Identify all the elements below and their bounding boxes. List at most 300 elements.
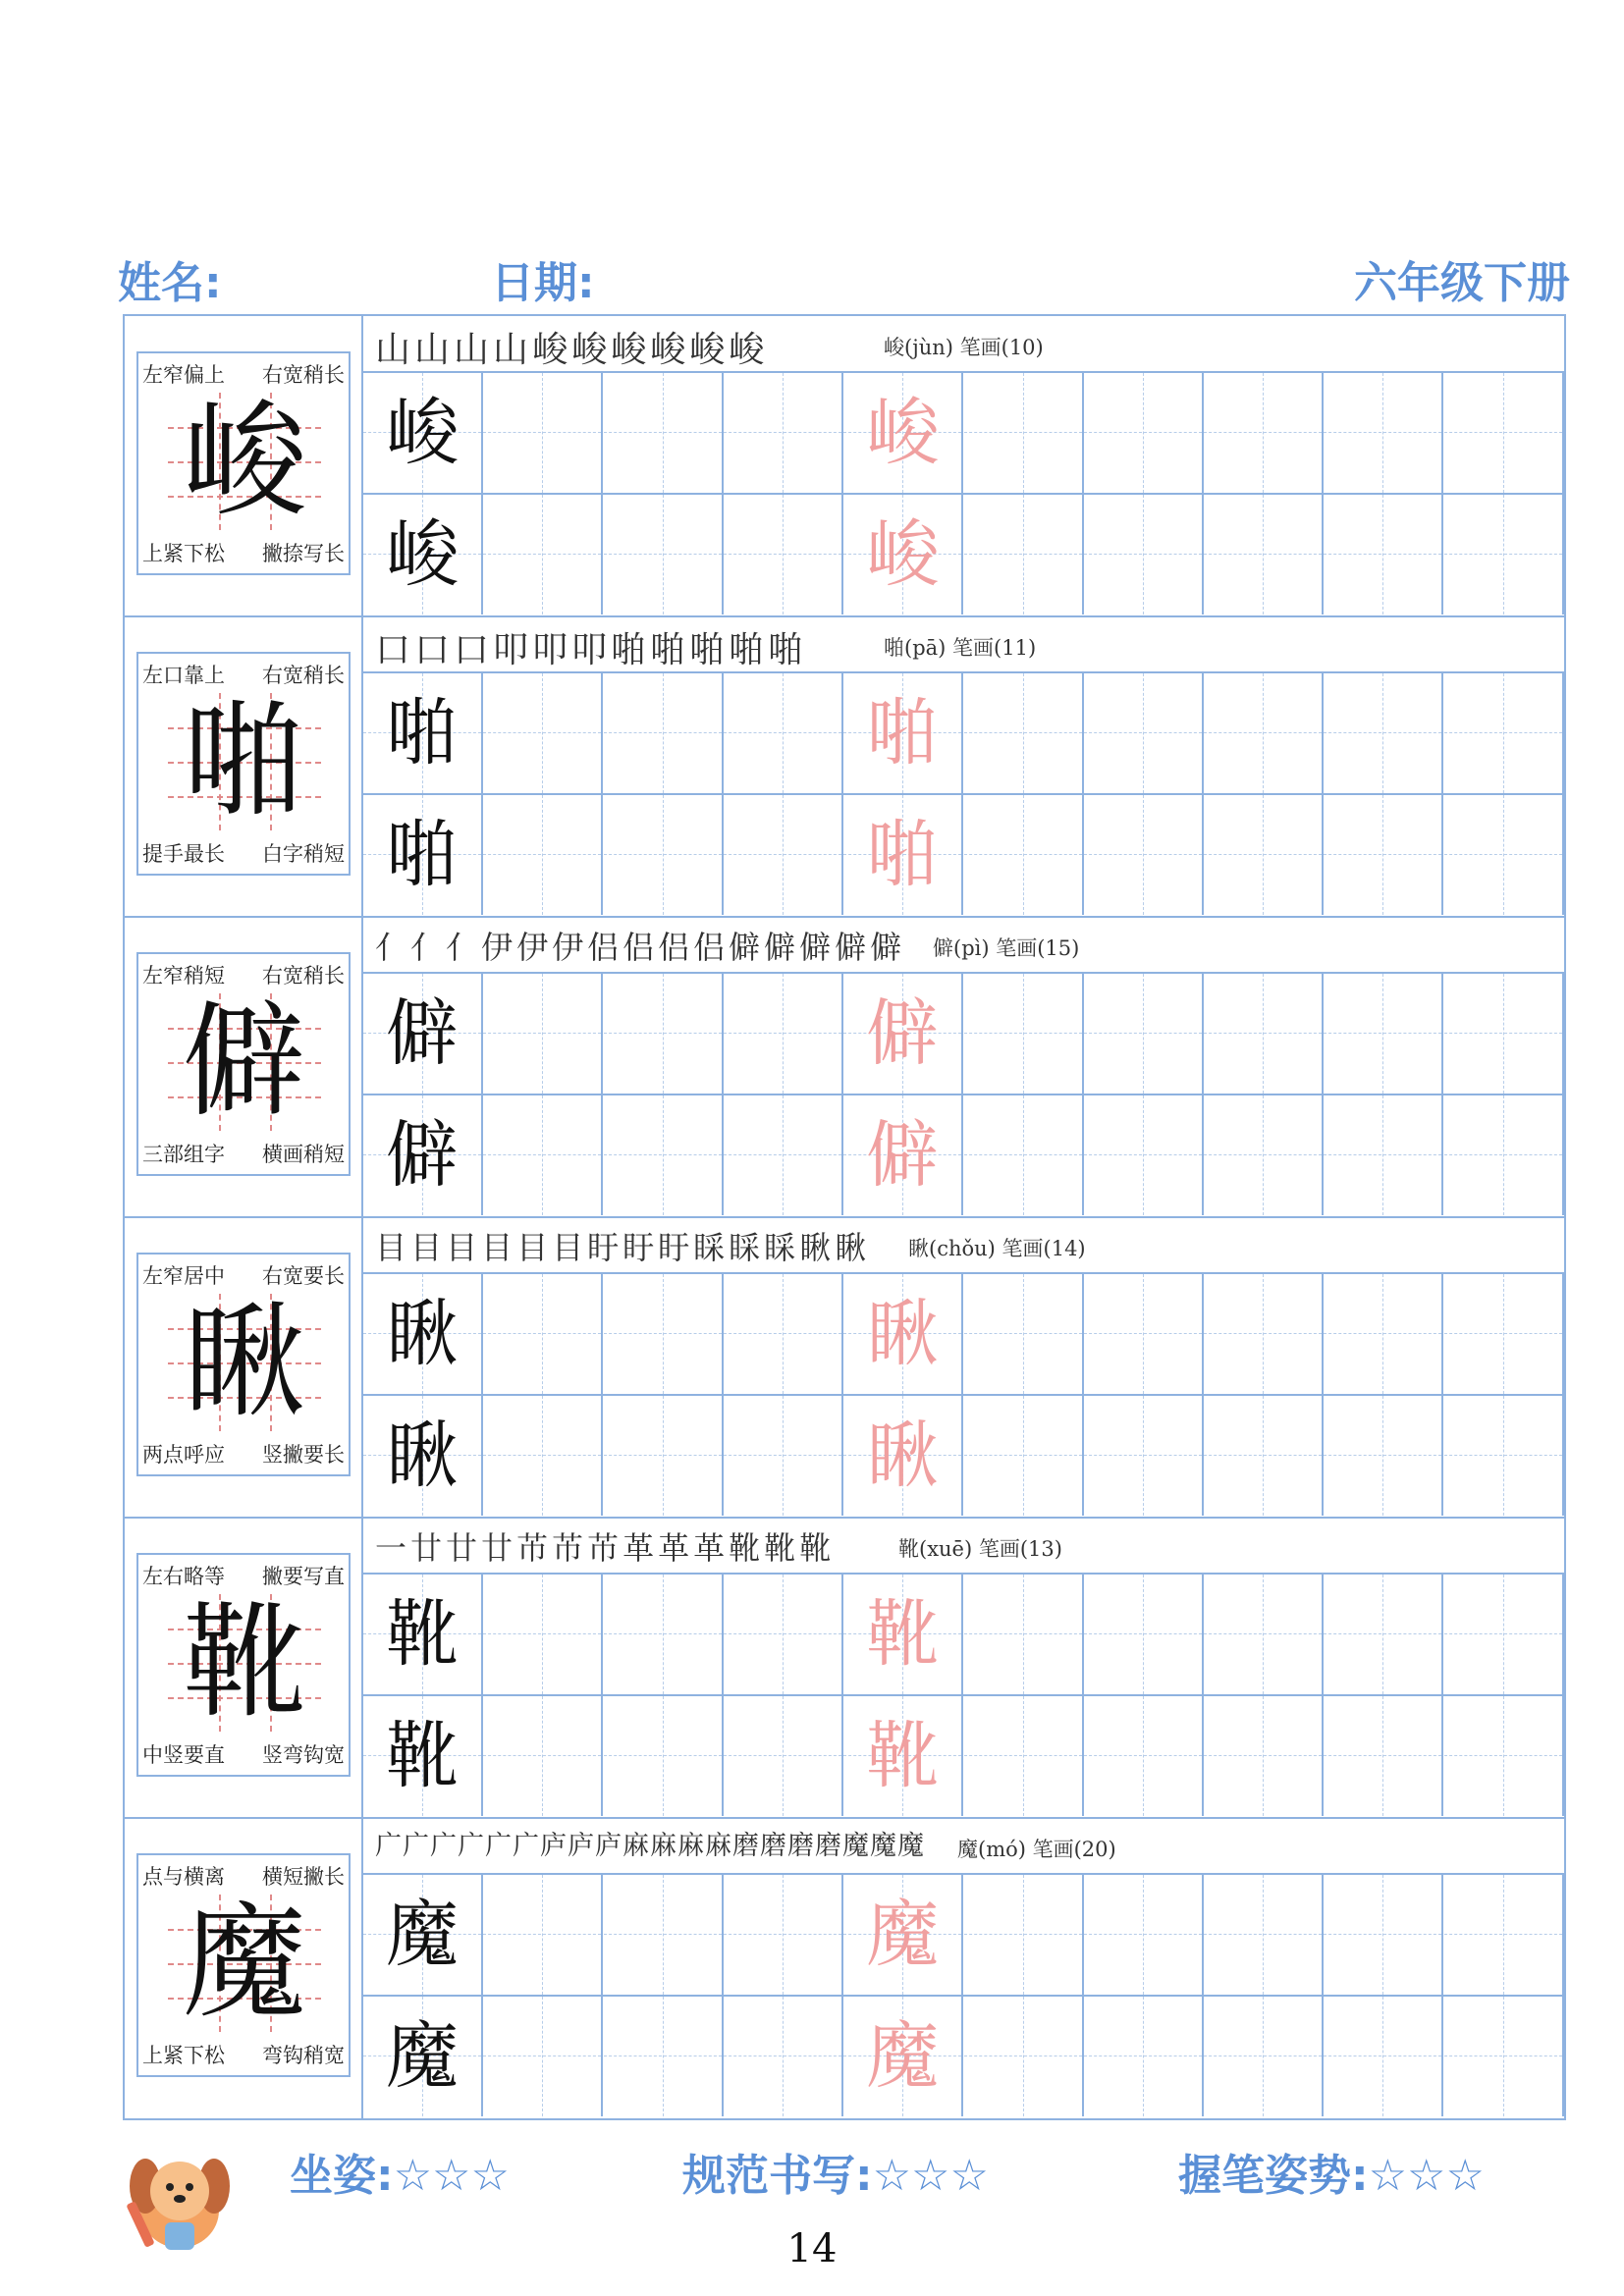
character-card bbox=[136, 952, 351, 1176]
writing-tip: 左口靠上 bbox=[142, 664, 225, 687]
stroke-order-sequence bbox=[375, 1223, 870, 1268]
practice-cell[interactable] bbox=[1444, 1875, 1564, 1995]
trace-character: 靴 bbox=[866, 1714, 940, 1798]
practice-cell[interactable] bbox=[1204, 673, 1324, 793]
stroke-step: 广 bbox=[485, 1831, 513, 1861]
character-block bbox=[125, 1518, 1564, 1818]
row-divider bbox=[363, 793, 1564, 795]
sample-character: 瞅 bbox=[386, 1292, 459, 1376]
practice-area bbox=[363, 1818, 1564, 2118]
practice-cell[interactable] bbox=[964, 1997, 1084, 2116]
stroke-step: 目 bbox=[481, 1229, 517, 1266]
stroke-step: 广 bbox=[513, 1831, 540, 1861]
stroke-step: 峻 bbox=[611, 330, 651, 370]
footer-posture: 坐姿:☆☆☆ bbox=[290, 2151, 510, 2201]
page-number: 14 bbox=[786, 2226, 838, 2271]
practice-cell[interactable] bbox=[1444, 673, 1564, 793]
practice-cell[interactable] bbox=[363, 974, 483, 1094]
practice-cell[interactable] bbox=[1084, 1274, 1204, 1394]
stroke-step: 叩 bbox=[493, 630, 533, 670]
practice-cell[interactable] bbox=[1204, 1696, 1324, 1816]
practice-cell[interactable] bbox=[964, 1575, 1084, 1694]
practice-cell[interactable] bbox=[843, 974, 963, 1094]
stroke-step: 广 bbox=[375, 1831, 403, 1861]
stroke-step: 目 bbox=[552, 1229, 588, 1266]
practice-cell[interactable] bbox=[843, 1396, 963, 1516]
stroke-step: 芇 bbox=[552, 1529, 588, 1567]
practice-cell[interactable] bbox=[1204, 795, 1324, 915]
stroke-step: 魔 bbox=[870, 1831, 897, 1861]
practice-cell[interactable] bbox=[843, 1696, 963, 1816]
trace-character: 啪 bbox=[866, 813, 940, 897]
stroke-step: 目 bbox=[516, 1229, 553, 1266]
practice-cell[interactable] bbox=[724, 1095, 843, 1215]
stroke-step: 峻 bbox=[571, 330, 612, 370]
row-divider bbox=[363, 1694, 1564, 1696]
model-character: 靴 bbox=[183, 1590, 306, 1735]
stroke-step: 啪 bbox=[689, 630, 730, 670]
practice-cell[interactable] bbox=[1444, 1696, 1564, 1816]
practice-cell[interactable] bbox=[604, 1274, 724, 1394]
practice-cell[interactable] bbox=[964, 495, 1084, 614]
sample-character: 峻 bbox=[386, 391, 459, 475]
practice-cell[interactable] bbox=[363, 1274, 483, 1394]
stroke-step: 啪 bbox=[729, 630, 769, 670]
practice-cell[interactable] bbox=[483, 373, 603, 493]
writing-tip: 三部组字 bbox=[142, 1143, 225, 1166]
practice-cell[interactable] bbox=[483, 673, 603, 793]
block-divider bbox=[125, 1216, 1564, 1218]
stroke-step: 啪 bbox=[768, 630, 808, 670]
writing-tip: 两点呼应 bbox=[142, 1443, 225, 1467]
stroke-step: 广 bbox=[430, 1831, 458, 1861]
practice-cell[interactable] bbox=[964, 1396, 1084, 1516]
practice-cell[interactable] bbox=[724, 673, 843, 793]
practice-cell[interactable] bbox=[724, 795, 843, 915]
practice-cell[interactable] bbox=[604, 1575, 724, 1694]
writing-tip: 左窄偏上 bbox=[142, 363, 225, 387]
sample-character: 僻 bbox=[386, 1113, 459, 1198]
practice-cell[interactable] bbox=[1444, 795, 1564, 915]
stroke-step: 革 bbox=[693, 1529, 730, 1567]
practice-cell[interactable] bbox=[964, 1696, 1084, 1816]
practice-cell[interactable] bbox=[1204, 373, 1324, 493]
practice-cell[interactable] bbox=[1084, 1997, 1204, 2116]
header-grade: 六年级下册 bbox=[1354, 258, 1570, 308]
practice-cell[interactable] bbox=[1324, 1997, 1443, 2116]
practice-cell[interactable] bbox=[483, 1575, 603, 1694]
stroke-step: 芇 bbox=[587, 1529, 623, 1567]
character-card-panel bbox=[125, 1818, 363, 2118]
practice-cell[interactable] bbox=[724, 1274, 843, 1394]
practice-cell[interactable] bbox=[724, 1997, 843, 2116]
practice-cell[interactable] bbox=[843, 1095, 963, 1215]
writing-tip: 竖弯钩宽 bbox=[262, 1743, 345, 1767]
model-character: 瞅 bbox=[183, 1290, 306, 1434]
practice-cell[interactable] bbox=[483, 1095, 603, 1215]
stroke-step: 盱 bbox=[658, 1229, 694, 1266]
practice-cell[interactable] bbox=[1324, 1575, 1443, 1694]
writing-tip: 撇捺写长 bbox=[262, 542, 345, 565]
writing-tip: 提手最长 bbox=[142, 842, 225, 866]
stroke-step: 睬 bbox=[729, 1229, 765, 1266]
practice-cell[interactable] bbox=[964, 974, 1084, 1094]
stroke-step: 磨 bbox=[787, 1831, 815, 1861]
practice-cell[interactable] bbox=[1444, 1095, 1564, 1215]
practice-cell[interactable] bbox=[1444, 974, 1564, 1094]
writing-tip: 横短撇长 bbox=[262, 1865, 345, 1889]
stroke-step: 目 bbox=[410, 1229, 447, 1266]
practice-cell[interactable] bbox=[1444, 1396, 1564, 1516]
writing-tip: 左窄居中 bbox=[142, 1264, 225, 1288]
stroke-step: 亻 bbox=[410, 929, 447, 966]
character-card-panel bbox=[125, 1217, 363, 1518]
practice-cell[interactable] bbox=[604, 373, 724, 493]
stroke-step: 叩 bbox=[571, 630, 612, 670]
pinyin-stroke-info: 魔(mó) 笔画(20) bbox=[957, 1838, 1116, 1861]
block-divider bbox=[125, 916, 1564, 918]
writing-tip: 撇要写直 bbox=[262, 1565, 345, 1588]
stroke-step: 僻 bbox=[729, 929, 765, 966]
practice-cell[interactable] bbox=[363, 1095, 483, 1215]
guide-grid bbox=[168, 689, 321, 833]
stroke-step: 侣 bbox=[658, 929, 694, 966]
stroke-step: 僻 bbox=[835, 929, 871, 966]
pinyin-stroke-info: 靴(xuē) 笔画(13) bbox=[898, 1537, 1062, 1561]
guide-grid bbox=[168, 389, 321, 533]
practice-cell[interactable] bbox=[964, 795, 1084, 915]
practice-cell[interactable] bbox=[843, 673, 963, 793]
writing-tip: 上紧下松 bbox=[142, 2044, 225, 2067]
stroke-step: 亻 bbox=[446, 929, 482, 966]
writing-tip: 左窄稍短 bbox=[142, 964, 225, 988]
stroke-step: 山 bbox=[414, 330, 455, 370]
practice-cell[interactable] bbox=[1444, 1274, 1564, 1394]
stroke-order-row bbox=[363, 917, 1564, 974]
practice-cell[interactable] bbox=[1324, 373, 1443, 493]
practice-cell[interactable] bbox=[1084, 373, 1204, 493]
practice-cell[interactable] bbox=[363, 495, 483, 614]
sample-character: 魔 bbox=[386, 1893, 459, 1977]
character-block bbox=[125, 316, 1564, 616]
character-block bbox=[125, 917, 1564, 1217]
guide-grid bbox=[168, 1891, 321, 2035]
practice-cell[interactable] bbox=[1084, 1575, 1204, 1694]
trace-character: 峻 bbox=[866, 391, 940, 475]
worksheet bbox=[123, 314, 1566, 2120]
practice-cell[interactable] bbox=[1324, 795, 1443, 915]
practice-cell[interactable] bbox=[604, 1696, 724, 1816]
practice-cell[interactable] bbox=[363, 373, 483, 493]
practice-cell[interactable] bbox=[363, 1875, 483, 1995]
practice-cell[interactable] bbox=[724, 974, 843, 1094]
writing-tip: 右宽稍长 bbox=[262, 664, 345, 687]
practice-cell[interactable] bbox=[1084, 1396, 1204, 1516]
character-card-panel bbox=[125, 316, 363, 616]
stroke-step: 目 bbox=[375, 1229, 411, 1266]
stroke-step: 伊 bbox=[516, 929, 553, 966]
stroke-step: 僻 bbox=[870, 929, 906, 966]
pinyin-stroke-info: 僻(pì) 笔画(15) bbox=[933, 936, 1080, 960]
stroke-step: 麻 bbox=[623, 1831, 650, 1861]
practice-cell[interactable] bbox=[1444, 1575, 1564, 1694]
stroke-step: 口 bbox=[414, 630, 455, 670]
practice-cell[interactable] bbox=[1084, 1095, 1204, 1215]
sample-character: 僻 bbox=[386, 991, 459, 1076]
practice-grid bbox=[363, 1875, 1564, 2118]
stroke-step: 侣 bbox=[587, 929, 623, 966]
practice-cell[interactable] bbox=[363, 795, 483, 915]
trace-character: 啪 bbox=[866, 691, 940, 775]
stroke-step: 革 bbox=[658, 1529, 694, 1567]
stroke-step: 啪 bbox=[650, 630, 690, 670]
practice-cell[interactable] bbox=[1204, 1575, 1324, 1694]
character-card bbox=[136, 351, 351, 575]
pinyin-stroke-info: 峻(jùn) 笔画(10) bbox=[884, 336, 1044, 359]
practice-cell[interactable] bbox=[1084, 1696, 1204, 1816]
practice-cell[interactable] bbox=[604, 1095, 724, 1215]
stroke-step: 廿 bbox=[410, 1529, 447, 1567]
stroke-step: 山 bbox=[375, 330, 415, 370]
stroke-step: 靴 bbox=[729, 1529, 765, 1567]
practice-cell[interactable] bbox=[1084, 1875, 1204, 1995]
writing-tip: 横画稍短 bbox=[262, 1143, 345, 1166]
practice-cell[interactable] bbox=[843, 795, 963, 915]
stroke-step: 瞅 bbox=[835, 1229, 871, 1266]
stroke-step: 磨 bbox=[732, 1831, 760, 1861]
practice-cell[interactable] bbox=[483, 1274, 603, 1394]
practice-cell[interactable] bbox=[483, 1396, 603, 1516]
practice-grid bbox=[363, 673, 1564, 917]
practice-cell[interactable] bbox=[483, 1696, 603, 1816]
footer-grip: 握笔姿势:☆☆☆ bbox=[1178, 2151, 1485, 2201]
practice-cell[interactable] bbox=[604, 974, 724, 1094]
stroke-step: 革 bbox=[623, 1529, 659, 1567]
practice-cell[interactable] bbox=[1084, 795, 1204, 915]
writing-tip: 弯钩稍宽 bbox=[262, 2044, 345, 2067]
stroke-order-row bbox=[363, 1818, 1564, 1875]
practice-cell[interactable] bbox=[483, 495, 603, 614]
practice-cell[interactable] bbox=[363, 673, 483, 793]
header-date-label: 日期: bbox=[491, 258, 595, 308]
stroke-step: 僻 bbox=[799, 929, 836, 966]
stroke-step: 盱 bbox=[587, 1229, 623, 1266]
practice-cell[interactable] bbox=[604, 1396, 724, 1516]
practice-cell[interactable] bbox=[604, 673, 724, 793]
practice-cell[interactable] bbox=[724, 1696, 843, 1816]
stroke-step: 靴 bbox=[764, 1529, 800, 1567]
writing-tip: 白字稍短 bbox=[262, 842, 345, 866]
stroke-step: 口 bbox=[375, 630, 415, 670]
practice-cell[interactable] bbox=[1444, 1997, 1564, 2116]
writing-tip: 右宽稍长 bbox=[262, 363, 345, 387]
guide-grid bbox=[168, 989, 321, 1134]
stroke-order-row bbox=[363, 616, 1564, 673]
practice-cell[interactable] bbox=[1324, 1396, 1443, 1516]
practice-cell[interactable] bbox=[964, 1095, 1084, 1215]
practice-cell[interactable] bbox=[1084, 974, 1204, 1094]
practice-cell[interactable] bbox=[604, 1997, 724, 2116]
sample-character: 啪 bbox=[386, 691, 459, 775]
practice-cell[interactable] bbox=[1444, 373, 1564, 493]
practice-cell[interactable] bbox=[483, 1997, 603, 2116]
practice-cell[interactable] bbox=[843, 1575, 963, 1694]
practice-cell[interactable] bbox=[1444, 495, 1564, 614]
practice-cell[interactable] bbox=[1204, 1997, 1324, 2116]
practice-cell[interactable] bbox=[724, 373, 843, 493]
practice-area bbox=[363, 616, 1564, 917]
stroke-step: 庐 bbox=[568, 1831, 595, 1861]
stroke-step: 廿 bbox=[481, 1529, 517, 1567]
stroke-step: 伊 bbox=[481, 929, 517, 966]
stroke-step: 口 bbox=[454, 630, 494, 670]
stroke-order-sequence bbox=[375, 1523, 835, 1569]
writing-tip: 右宽要长 bbox=[262, 1264, 345, 1288]
stroke-step: 磨 bbox=[815, 1831, 842, 1861]
model-character: 峻 bbox=[183, 389, 306, 533]
practice-cell[interactable] bbox=[843, 1997, 963, 2116]
character-card bbox=[136, 652, 351, 876]
model-character: 啪 bbox=[183, 689, 306, 833]
practice-cell[interactable] bbox=[1204, 974, 1324, 1094]
practice-area bbox=[363, 917, 1564, 1217]
stroke-step: 芇 bbox=[516, 1529, 553, 1567]
practice-cell[interactable] bbox=[1204, 495, 1324, 614]
stroke-step: 亻 bbox=[375, 929, 411, 966]
stroke-step: 一 bbox=[375, 1529, 411, 1567]
stroke-order-row bbox=[363, 316, 1564, 373]
practice-cell[interactable] bbox=[1324, 495, 1443, 614]
stroke-step: 峻 bbox=[689, 330, 730, 370]
practice-cell[interactable] bbox=[1324, 1274, 1443, 1394]
practice-cell[interactable] bbox=[964, 1875, 1084, 1995]
sample-character: 啪 bbox=[386, 813, 459, 897]
practice-cell[interactable] bbox=[843, 1875, 963, 1995]
sample-character: 魔 bbox=[386, 2014, 459, 2099]
practice-grid bbox=[363, 1274, 1564, 1518]
practice-cell[interactable] bbox=[964, 373, 1084, 493]
practice-cell[interactable] bbox=[1084, 673, 1204, 793]
practice-cell[interactable] bbox=[843, 373, 963, 493]
practice-cell[interactable] bbox=[724, 1396, 843, 1516]
stroke-step: 麻 bbox=[677, 1831, 705, 1861]
row-divider bbox=[363, 1995, 1564, 1997]
practice-grid bbox=[363, 974, 1564, 1217]
writing-tip: 左右略等 bbox=[142, 1565, 225, 1588]
stroke-step: 山 bbox=[454, 330, 494, 370]
block-divider bbox=[125, 615, 1564, 617]
stroke-step: 瞅 bbox=[799, 1229, 836, 1266]
practice-cell[interactable] bbox=[363, 1396, 483, 1516]
practice-cell[interactable] bbox=[724, 1575, 843, 1694]
writing-tip: 中竖要直 bbox=[142, 1743, 225, 1767]
practice-cell[interactable] bbox=[363, 1575, 483, 1694]
stroke-step: 靴 bbox=[799, 1529, 836, 1567]
stroke-step: 僻 bbox=[764, 929, 800, 966]
stroke-step: 叩 bbox=[532, 630, 572, 670]
trace-character: 魔 bbox=[866, 2014, 940, 2099]
header-name-label: 姓名: bbox=[118, 258, 222, 308]
practice-cell[interactable] bbox=[724, 495, 843, 614]
character-card bbox=[136, 1853, 351, 2077]
footer-writing: 规范书写:☆☆☆ bbox=[682, 2151, 989, 2201]
practice-cell[interactable] bbox=[363, 1696, 483, 1816]
practice-cell[interactable] bbox=[1204, 1396, 1324, 1516]
writing-tip: 竖撇要长 bbox=[262, 1443, 345, 1467]
practice-cell[interactable] bbox=[1084, 495, 1204, 614]
block-divider bbox=[125, 1817, 1564, 1819]
practice-cell[interactable] bbox=[1324, 1696, 1443, 1816]
practice-cell[interactable] bbox=[1324, 974, 1443, 1094]
character-card-panel bbox=[125, 1518, 363, 1818]
character-card bbox=[136, 1253, 351, 1476]
character-block bbox=[125, 1818, 1564, 2118]
practice-grid bbox=[363, 1575, 1564, 1818]
practice-cell[interactable] bbox=[604, 495, 724, 614]
practice-cell[interactable] bbox=[1204, 1274, 1324, 1394]
block-divider bbox=[125, 1517, 1564, 1519]
row-divider bbox=[363, 493, 1564, 495]
trace-character: 僻 bbox=[866, 1113, 940, 1198]
practice-area bbox=[363, 1518, 1564, 1818]
character-card-panel bbox=[125, 917, 363, 1217]
practice-cell[interactable] bbox=[964, 1274, 1084, 1394]
stroke-step: 睬 bbox=[693, 1229, 730, 1266]
practice-cell[interactable] bbox=[843, 1274, 963, 1394]
stroke-order-sequence bbox=[375, 322, 768, 372]
practice-cell[interactable] bbox=[1324, 1875, 1443, 1995]
practice-cell[interactable] bbox=[1324, 673, 1443, 793]
stroke-step: 山 bbox=[493, 330, 533, 370]
sample-character: 靴 bbox=[386, 1714, 459, 1798]
stroke-step: 庐 bbox=[595, 1831, 623, 1861]
character-card-panel bbox=[125, 616, 363, 917]
practice-cell[interactable] bbox=[1324, 1095, 1443, 1215]
trace-character: 峻 bbox=[866, 512, 940, 597]
practice-cell[interactable] bbox=[483, 795, 603, 915]
guide-grid bbox=[168, 1290, 321, 1434]
stroke-step: 峻 bbox=[650, 330, 690, 370]
stroke-step: 峻 bbox=[532, 330, 572, 370]
character-block bbox=[125, 1217, 1564, 1518]
stroke-step: 峻 bbox=[729, 330, 769, 370]
stroke-step: 睬 bbox=[764, 1229, 800, 1266]
row-divider bbox=[363, 1394, 1564, 1396]
model-character: 僻 bbox=[183, 989, 306, 1134]
row-divider bbox=[363, 1094, 1564, 1095]
practice-cell[interactable] bbox=[1204, 1095, 1324, 1215]
writing-tip: 右宽稍长 bbox=[262, 964, 345, 988]
practice-cell[interactable] bbox=[483, 1875, 603, 1995]
stroke-step: 磨 bbox=[760, 1831, 787, 1861]
practice-cell[interactable] bbox=[604, 1875, 724, 1995]
stroke-step: 侣 bbox=[693, 929, 730, 966]
stroke-step: 广 bbox=[403, 1831, 430, 1861]
stroke-step: 啪 bbox=[611, 630, 651, 670]
practice-cell[interactable] bbox=[843, 495, 963, 614]
guide-grid bbox=[168, 1590, 321, 1735]
practice-cell[interactable] bbox=[964, 673, 1084, 793]
practice-cell[interactable] bbox=[724, 1875, 843, 1995]
practice-cell[interactable] bbox=[363, 1997, 483, 2116]
practice-cell[interactable] bbox=[604, 795, 724, 915]
stroke-step: 目 bbox=[446, 1229, 482, 1266]
stroke-step: 廿 bbox=[446, 1529, 482, 1567]
practice-area bbox=[363, 316, 1564, 616]
sample-character: 瞅 bbox=[386, 1414, 459, 1498]
practice-cell[interactable] bbox=[483, 974, 603, 1094]
practice-cell[interactable] bbox=[1204, 1875, 1324, 1995]
